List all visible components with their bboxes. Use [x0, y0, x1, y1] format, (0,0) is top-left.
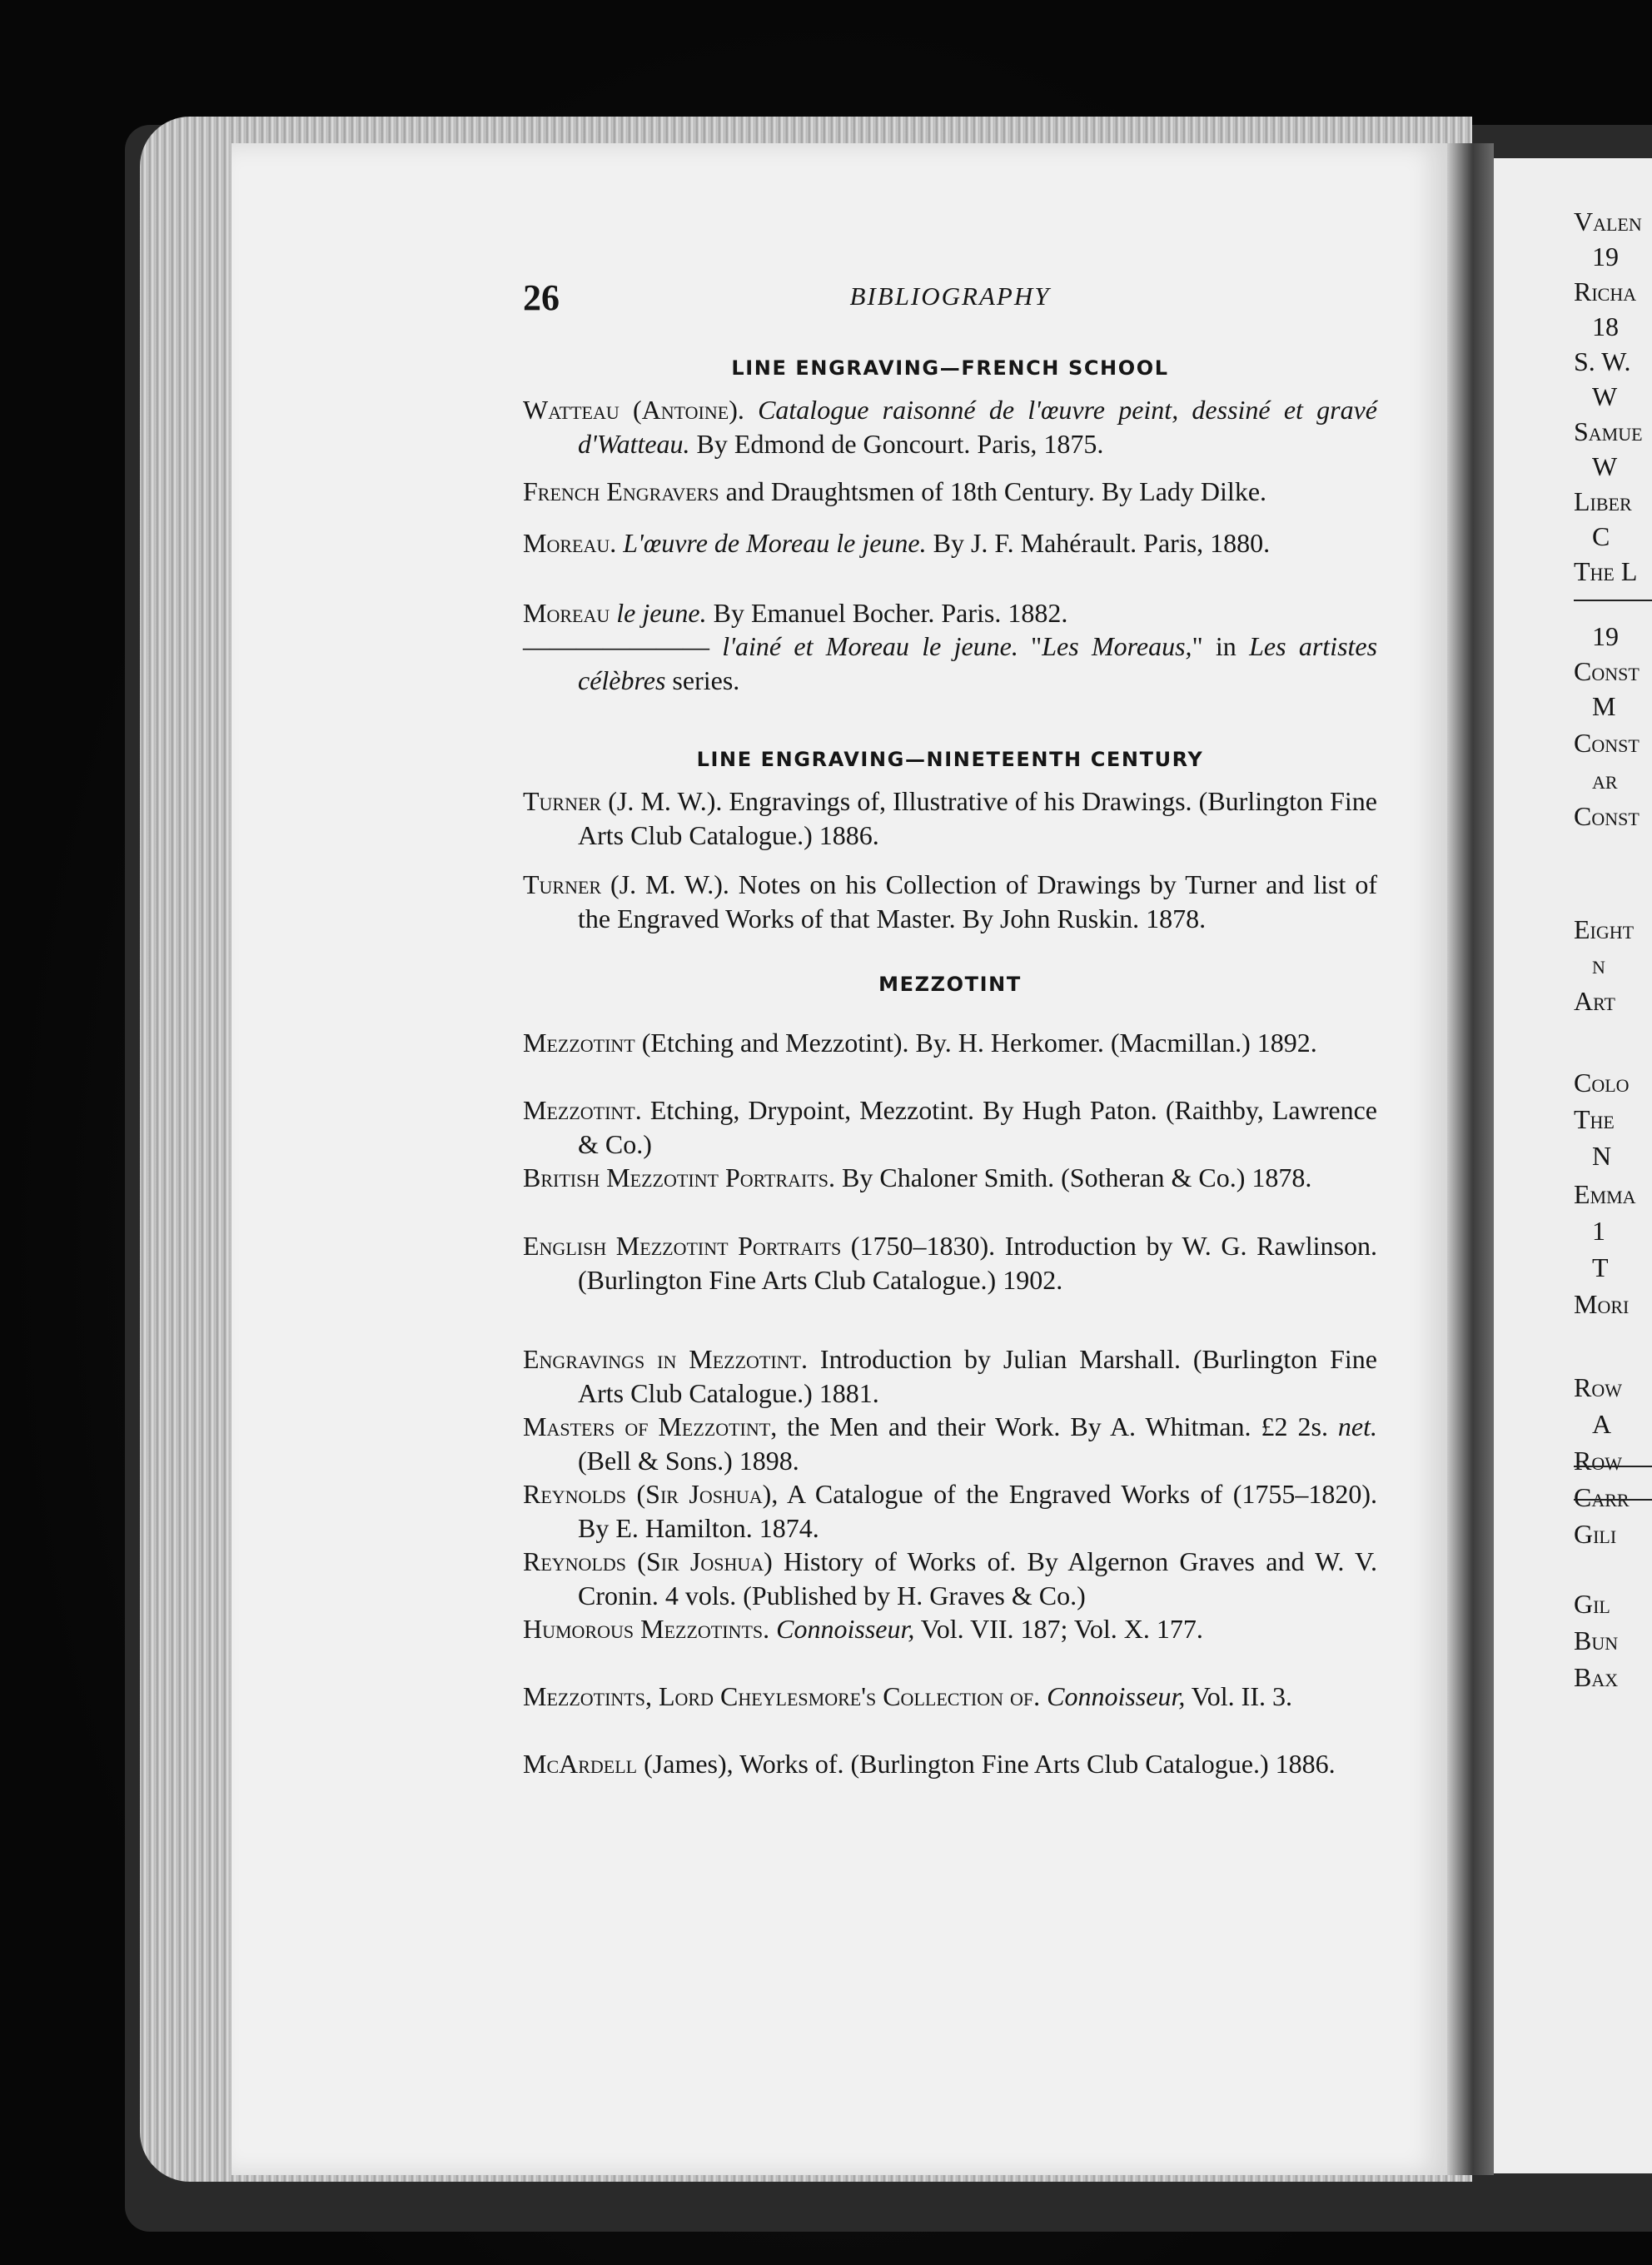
- entry-text: British Mezzotint Portraits.: [523, 1162, 836, 1192]
- running-title: BIBLIOGRAPHY: [849, 281, 1051, 311]
- entry-text: Engravings in Mezzotint.: [523, 1344, 809, 1374]
- facing-page-fragment: Gil: [1574, 1589, 1610, 1619]
- bibliography-entry: [523, 1612, 1377, 1646]
- bibliography-entry: [523, 1410, 1377, 1478]
- entry-text: History of Works of. By Algernon Graves and W. V. Cronin. 4 vols. (Published by H. Graves & Co.): [578, 1546, 1378, 1610]
- facing-page-fragment: ar: [1592, 764, 1618, 794]
- facing-page-fragment: T: [1592, 1252, 1609, 1282]
- facing-page-fragment: Richa: [1574, 276, 1637, 306]
- entry-text: ": [1018, 631, 1042, 661]
- entry-text: Vol. VII. 187; Vol. X. 177.: [914, 1614, 1203, 1644]
- facing-page-fragment: Liber: [1574, 486, 1632, 516]
- facing-page-fragment: Const: [1574, 656, 1640, 686]
- entry-text: and Draughtsmen of 18th Century. By Lady Dilke.: [719, 476, 1267, 506]
- entry-text: (1750–1830). Introduction by W. G. Rawlinson. (Burlington Fine Arts Club Catalogue.) 1902.: [578, 1231, 1377, 1295]
- entry-text: Reynolds (Sir Joshua): [523, 1546, 773, 1576]
- entry-text: (Bell & Sons.) 1898.: [578, 1446, 799, 1476]
- bibliography-entry: [523, 784, 1377, 853]
- entry-text: Reynolds (Sir Joshua),: [523, 1479, 779, 1509]
- facing-page: [1494, 158, 1652, 2173]
- facing-page-fragment: Row: [1574, 1446, 1622, 1476]
- facing-page-fragment: W: [1592, 381, 1618, 411]
- facing-page-fragment: Colo: [1574, 1068, 1630, 1098]
- facing-page-rule-2: [1574, 1466, 1652, 1467]
- entry-text: Mezzotints, Lord Cheylesmore's Collection of.: [523, 1681, 1041, 1711]
- entry-text: (Etching and Mezzotint). By. H. Herkomer. (Macmillan.) 1892.: [634, 1028, 1317, 1058]
- entry-text: Turner: [523, 869, 602, 899]
- bibliography-entry: [523, 1026, 1377, 1060]
- bibliography-entry: [523, 1342, 1377, 1411]
- facing-page-fragment: Valen: [1574, 207, 1642, 236]
- bibliography-entry: [523, 1747, 1377, 1781]
- entry-text: By Chaloner Smith. (Sotheran & Co.) 1878.: [835, 1162, 1312, 1192]
- entry-text: Connoisseur,: [1040, 1681, 1186, 1711]
- facing-page-fragment: 18: [1592, 311, 1619, 341]
- entry-text: By J. F. Mahérault. Paris, 1880.: [926, 528, 1271, 558]
- section-heading: LINE ENGRAVING—FRENCH SCHOOL: [731, 356, 1169, 380]
- facing-page-fragment: 19: [1592, 241, 1619, 271]
- facing-page-fragment: Mori: [1574, 1289, 1630, 1319]
- facing-page-rule-1: [1574, 600, 1652, 601]
- entry-text: Les Moreaus,: [1042, 631, 1192, 661]
- facing-page-fragment: Samue: [1574, 416, 1643, 446]
- facing-page-fragment: Eight: [1574, 914, 1635, 944]
- facing-page-fragment: W: [1592, 451, 1618, 481]
- facing-page-fragment: S. W.: [1574, 346, 1631, 376]
- entry-text: " in: [1192, 631, 1250, 661]
- facing-page-fragment: C: [1592, 521, 1610, 551]
- entry-text: (J. M. W.). Notes on his Collection of Drawings by Turner and list of the Engraved Works of that Master. By John Ruskin. 1878.: [578, 869, 1377, 933]
- entry-text: Etching, Drypoint, Mezzotint. By Hugh Paton. (Raithby, Lawrence & Co.): [578, 1095, 1377, 1159]
- entry-text: By Emanuel Bocher. Paris. 1882.: [706, 598, 1068, 628]
- entry-text: Les artistes célèbres: [578, 631, 1378, 695]
- bibliography-entry: [523, 1229, 1377, 1297]
- section-heading: MEZZOTINT: [878, 973, 1022, 996]
- facing-page-fragment: M: [1592, 691, 1616, 721]
- entry-text: Catalogue raisonné de l'œuvre peint, dessiné et gravé d'Watteau.: [578, 395, 1378, 459]
- facing-page-fragment: 1: [1592, 1216, 1605, 1246]
- entry-text: Mezzotint: [523, 1028, 635, 1058]
- bibliography-entry: [523, 475, 1377, 509]
- page-number: 26: [523, 277, 560, 318]
- entry-text: le jeune.: [610, 598, 707, 628]
- entry-text: (J. M. W.). Engravings of, Illustrative of his Drawings. (Burlington Fine Arts Club Catalogue.) 1886.: [578, 786, 1377, 850]
- facing-page-fragment: Gili: [1574, 1519, 1617, 1549]
- section-heading: LINE ENGRAVING—NINETEENTH CENTURY: [696, 748, 1204, 771]
- book-gutter: [1447, 143, 1494, 2175]
- entry-text: net.: [1337, 1411, 1378, 1441]
- bibliography-entry: [523, 393, 1377, 461]
- facing-page-fragment: Row: [1574, 1372, 1622, 1402]
- entry-text: l'ainé et Moreau le jeune.: [722, 631, 1018, 661]
- bibliography-entry: [523, 868, 1377, 936]
- entry-text: Humorous Mezzotints.: [523, 1614, 770, 1644]
- facing-page-fragment: Bun: [1574, 1625, 1619, 1655]
- facing-page-rule-3: [1574, 1499, 1652, 1501]
- entry-text: Vol. II. 3.: [1185, 1681, 1292, 1711]
- entry-text: L'œuvre de Moreau le jeune.: [616, 528, 927, 558]
- facing-page-fragment: The L: [1574, 556, 1638, 586]
- entry-text: McArdell: [523, 1749, 638, 1779]
- facing-page-fragment: Emma: [1574, 1179, 1636, 1209]
- entry-text: series.: [665, 665, 740, 695]
- running-header: [523, 276, 1377, 326]
- facing-page-fragment: Carr: [1574, 1482, 1630, 1512]
- entry-text: the Men and their Work. By A. Whitman. £2 2s.: [777, 1411, 1338, 1441]
- facing-page-fragment: N: [1592, 1141, 1612, 1171]
- entry-text: Connoisseur,: [769, 1614, 915, 1644]
- entry-text: English Mezzotint Portraits: [523, 1231, 842, 1261]
- bibliography-entry: [523, 630, 1377, 698]
- bibliography-entry: [523, 596, 1377, 630]
- entry-text: Moreau.: [523, 528, 617, 558]
- entry-text: (James), Works of. (Burlington Fine Arts Club Catalogue.) 1886.: [637, 1749, 1336, 1779]
- facing-page-fragment: A: [1592, 1409, 1612, 1439]
- entry-text: French Engravers: [523, 476, 719, 506]
- entry-text: Moreau: [523, 598, 610, 628]
- bibliography-entry: [523, 526, 1377, 560]
- facing-page-fragment: The: [1574, 1104, 1615, 1134]
- bibliography-entry: [523, 1680, 1377, 1714]
- facing-page-fragment: Bax: [1574, 1662, 1619, 1692]
- facing-page-fragment: n: [1592, 949, 1605, 979]
- bibliography-entry: [523, 1545, 1377, 1613]
- entry-text: Introduction by Julian Marshall. (Burlington Fine Arts Club Catalogue.) 1881.: [578, 1344, 1378, 1408]
- entry-text: Watteau (Antoine).: [523, 395, 744, 425]
- entry-text: Mezzotint.: [523, 1095, 642, 1125]
- bibliography-entry: [523, 1093, 1377, 1162]
- entry-text: ———————: [523, 631, 723, 661]
- facing-page-fragment: Const: [1574, 801, 1640, 831]
- entry-text: Masters of Mezzotint,: [523, 1411, 778, 1441]
- bibliography-entry: [523, 1161, 1377, 1195]
- facing-page-fragment: Art: [1574, 986, 1615, 1016]
- entry-text: Turner: [523, 786, 602, 816]
- facing-page-fragment: Const: [1574, 728, 1640, 758]
- entry-text: A Catalogue of the Engraved Works of (1755–1820). By E. Hamilton. 1874.: [578, 1479, 1378, 1543]
- entry-text: By Edmond de Goncourt. Paris, 1875.: [689, 429, 1104, 459]
- bibliography-entry: [523, 1477, 1377, 1546]
- facing-page-fragment: 19: [1592, 621, 1619, 651]
